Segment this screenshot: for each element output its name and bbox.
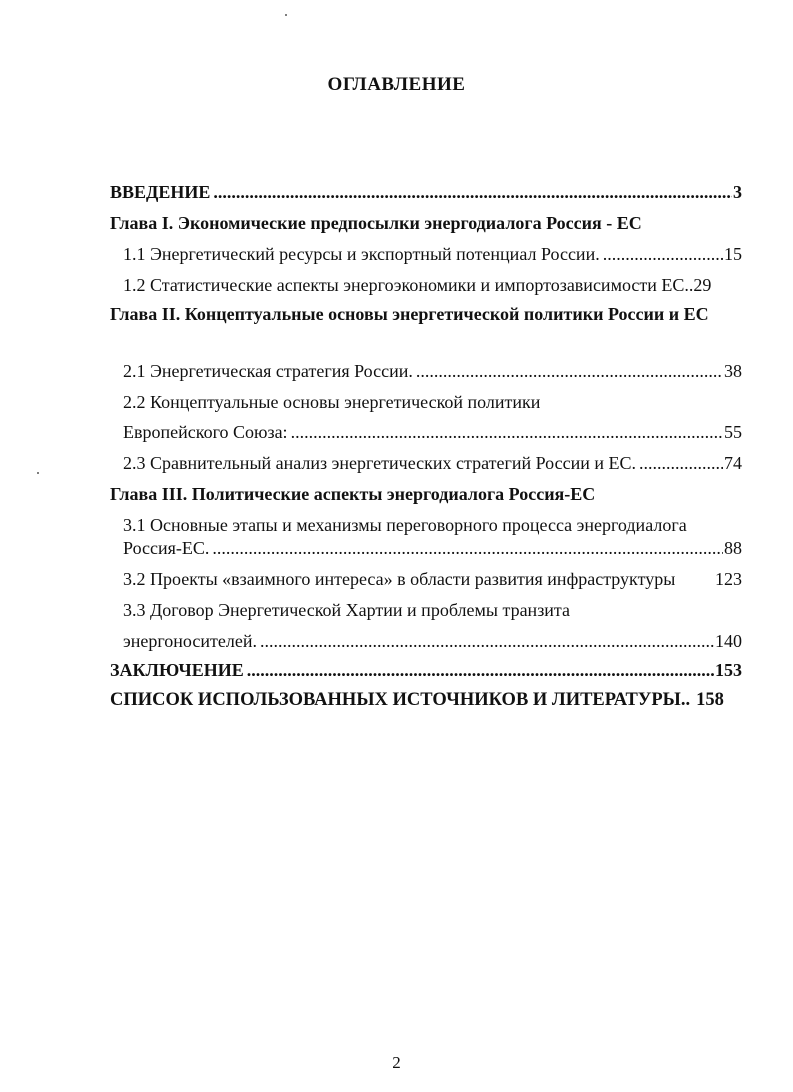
toc-page-number: 3 bbox=[733, 182, 742, 202]
toc-entry-intro[interactable] bbox=[110, 182, 742, 202]
toc-page-number: 123 bbox=[715, 569, 742, 589]
toc-entry-title: СПИСОК ИСПОЛЬЗОВАННЫХ ИСТОЧНИКОВ И ЛИТЕРАТУРЫ.. bbox=[110, 690, 691, 710]
toc-entry-title: 1.1 Энергетический ресурсы и экспортный потенциал России. bbox=[123, 244, 600, 264]
toc-page-number: 153 bbox=[715, 660, 742, 680]
toc-entry-2-3[interactable] bbox=[110, 453, 742, 473]
dot-leader bbox=[260, 631, 714, 651]
toc-chapter-2[interactable]: Глава II. Концептуальные основы энергетической политики России и ЕС bbox=[110, 304, 709, 324]
toc-entry-3-3-line1[interactable]: 3.3 Договор Энергетической Хартии и проблемы транзита bbox=[123, 600, 571, 620]
dot-leader bbox=[212, 538, 723, 558]
toc-entry-title: 2.1 Энергетическая стратегия России. bbox=[123, 361, 413, 381]
toc-entry-title: ВВЕДЕНИЕ bbox=[110, 182, 211, 202]
toc-page-number: 88 bbox=[724, 538, 742, 558]
scan-speck bbox=[37, 472, 39, 474]
dot-leader bbox=[247, 660, 714, 680]
toc-entry-3-1-line1[interactable]: 3.1 Основные этапы и механизмы переговорного процесса энергодиалога bbox=[123, 515, 687, 535]
toc-entry-3-1[interactable] bbox=[110, 538, 742, 558]
toc-entry-title: энергоносителей. bbox=[123, 631, 257, 651]
dot-leader bbox=[213, 182, 732, 202]
toc-entry-3-3[interactable] bbox=[110, 631, 742, 651]
toc-page-number: 140 bbox=[715, 631, 742, 651]
toc-page-number: 158 bbox=[696, 690, 724, 710]
dot-leader bbox=[603, 244, 723, 264]
scan-speck bbox=[285, 14, 287, 16]
toc-entry-2-1[interactable] bbox=[110, 361, 742, 381]
toc-entry-sources[interactable] bbox=[110, 690, 742, 710]
toc-page-number: 38 bbox=[724, 361, 742, 381]
toc-entry-2-2-line1[interactable]: 2.2 Концептуальные основы энергетической политики bbox=[123, 392, 541, 412]
toc-page-number: 55 bbox=[724, 422, 742, 442]
toc-entry-1-1[interactable] bbox=[110, 244, 742, 264]
toc-entry-3-2[interactable] bbox=[110, 569, 742, 589]
toc-entry-title: Европейского Союза: bbox=[123, 422, 288, 442]
toc-entry-2-2[interactable] bbox=[110, 422, 742, 442]
toc-entry-conclusion[interactable] bbox=[110, 660, 742, 680]
toc-entry-title: 2.3 Сравнительный анализ энергетических стратегий России и ЕС. bbox=[123, 453, 636, 473]
page-number: 2 bbox=[392, 1053, 401, 1072]
toc-page-number: 15 bbox=[724, 244, 742, 264]
toc-entry-title: Россия-ЕС. bbox=[123, 538, 210, 558]
dot-leader bbox=[291, 422, 723, 442]
page-title: ОГЛАВЛЕНИЕ bbox=[327, 74, 466, 95]
toc-page-number: 74 bbox=[724, 453, 742, 473]
dot-leader bbox=[639, 453, 723, 473]
dot-leader bbox=[416, 361, 723, 381]
toc-chapter-1[interactable]: Глава I. Экономические предпосылки энергодиалога Россия - ЕС bbox=[110, 213, 642, 233]
toc-entry-title: 3.2 Проекты «взаимного интереса» в области развития инфраструктуры bbox=[123, 569, 676, 589]
toc-entry-1-2[interactable]: 1.2 Статистические аспекты энергоэкономики и импортозависимости ЕС..29 bbox=[123, 275, 712, 295]
toc-chapter-3[interactable]: Глава III. Политические аспекты энергодиалога Россия-ЕС bbox=[110, 484, 596, 504]
toc-entry-title: ЗАКЛЮЧЕНИЕ bbox=[110, 660, 244, 680]
